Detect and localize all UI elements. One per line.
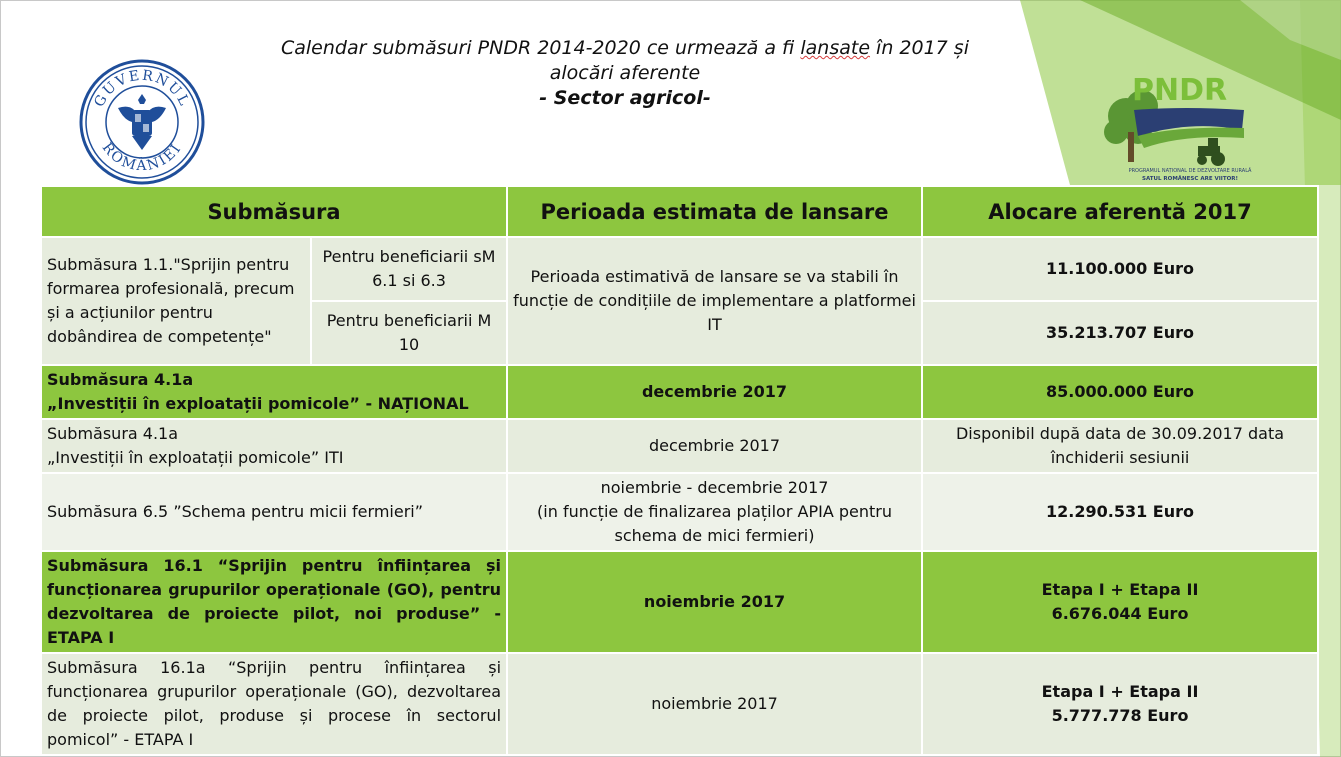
measure-4-1a-national-alloc: 85.000.000 Euro — [922, 365, 1318, 419]
header-allocation: Alocare aferentă 2017 — [922, 186, 1318, 237]
measure-16-1-cell: Submăsura 16.1 “Sprijin pentru înființarea și funcționarea grupurilor operaționale (GO), pentru dezvoltarea de proiecte pilot, noi produse” - ETAPA I — [41, 551, 507, 653]
table-row — [41, 653, 1318, 755]
measure-1-1-period: Perioada estimativă de lansare se va stabili în funcție de condițiile de implementare a platformei IT — [507, 237, 922, 365]
measure-16-1-alloc-line2: 6.676.044 Euro — [1051, 604, 1189, 623]
measure-16-1-alloc-line1: Etapa I + Etapa II — [1041, 580, 1199, 599]
measure-4-1a-national-line2: „Investiții în exploatații pomicole” - NAȚIONAL — [47, 394, 469, 413]
measure-4-1a-iti-line1: Submăsura 4.1a — [47, 424, 179, 443]
measure-4-1a-national-cell — [41, 365, 507, 419]
measure-4-1a-iti-period: decembrie 2017 — [507, 419, 922, 473]
table-row — [41, 237, 1318, 301]
measure-1-1-alloc-b: 35.213.707 Euro — [922, 301, 1318, 365]
table-row — [41, 365, 1318, 419]
pndr-brand-text: PNDR — [1132, 73, 1228, 108]
measure-16-1-alloc — [922, 551, 1318, 653]
measure-4-1a-iti-line2: „Investiții în exploatații pomicole” ITI — [47, 448, 344, 467]
measure-4-1a-national-period: decembrie 2017 — [507, 365, 922, 419]
title-line1-underlined: lansate — [800, 37, 871, 59]
measure-6-5-period-line1: noiembrie - decembrie 2017 — [600, 478, 829, 497]
table-row — [41, 473, 1318, 551]
seal-top-text: GUVERNUL — [91, 67, 193, 110]
measure-6-5-alloc: 12.290.531 Euro — [922, 473, 1318, 551]
pndr-caption-1: PROGRAMUL NAȚIONAL DE DEZVOLTARE RURALĂ — [1128, 168, 1252, 174]
measure-4-1a-iti-cell — [41, 419, 507, 473]
measure-4-1a-national-line1: Submăsura 4.1a — [47, 370, 194, 389]
measure-6-5-cell: Submăsura 6.5 ”Schema pentru micii fermieri” — [41, 473, 507, 551]
measure-1-1-sub-b: Pentru beneficiarii M 10 — [311, 301, 507, 365]
measure-6-5-period-line2: (in funcție de finalizarea plaților APIA pentru schema de mici fermieri) — [537, 502, 892, 545]
measure-1-1-cell: Submăsura 1.1."Sprijin pentru formarea profesională, precum și a acțiunilor pentru dobândirea de competențe" — [41, 237, 311, 365]
header-submeasure: Submăsura — [41, 186, 507, 237]
measure-1-1-sub-a: Pentru beneficiarii sM 6.1 si 6.3 — [311, 237, 507, 301]
slide-title — [240, 36, 1010, 111]
measure-16-1a-cell: Submăsura 16.1a “Sprijin pentru înființarea și funcționarea grupurilor operaționale (GO), dezvoltarea de proiecte pilot, produse și procese în sectorul pomicol” - ETAPA I — [41, 653, 507, 755]
table-row — [41, 551, 1318, 653]
measure-6-5-period — [507, 473, 922, 551]
measure-4-1a-iti-alloc: Disponibil după data de 30.09.2017 data închiderii sesiunii — [922, 419, 1318, 473]
table-row — [41, 419, 1318, 473]
measure-16-1-period: noiembrie 2017 — [507, 551, 922, 653]
table-header-row — [41, 186, 1318, 237]
header-period: Perioada estimata de lansare — [507, 186, 922, 237]
title-line2: alocări aferente — [549, 62, 701, 84]
measure-1-1-alloc-a: 11.100.000 Euro — [922, 237, 1318, 301]
measure-16-1a-alloc — [922, 653, 1318, 755]
submeasures-calendar-table — [40, 185, 1319, 756]
title-line3: - Sector agricol- — [539, 87, 711, 109]
title-line1-pre: Calendar submăsuri PNDR 2014-2020 ce urmează a fi — [280, 37, 801, 59]
pndr-logo — [1098, 66, 1258, 184]
pndr-caption-2: SATUL ROMÂNESC ARE VIITOR! — [1141, 176, 1239, 182]
title-line1-post: în 2017 și — [870, 37, 969, 59]
government-seal-logo — [78, 58, 206, 186]
tractor-icon — [1197, 138, 1225, 166]
measure-16-1a-alloc-line2: 5.777.778 Euro — [1051, 706, 1189, 725]
measure-16-1a-alloc-line1: Etapa I + Etapa II — [1041, 682, 1199, 701]
seal-bottom-text: ROMÂNIEI — [98, 139, 186, 175]
measure-16-1a-period: noiembrie 2017 — [507, 653, 922, 755]
